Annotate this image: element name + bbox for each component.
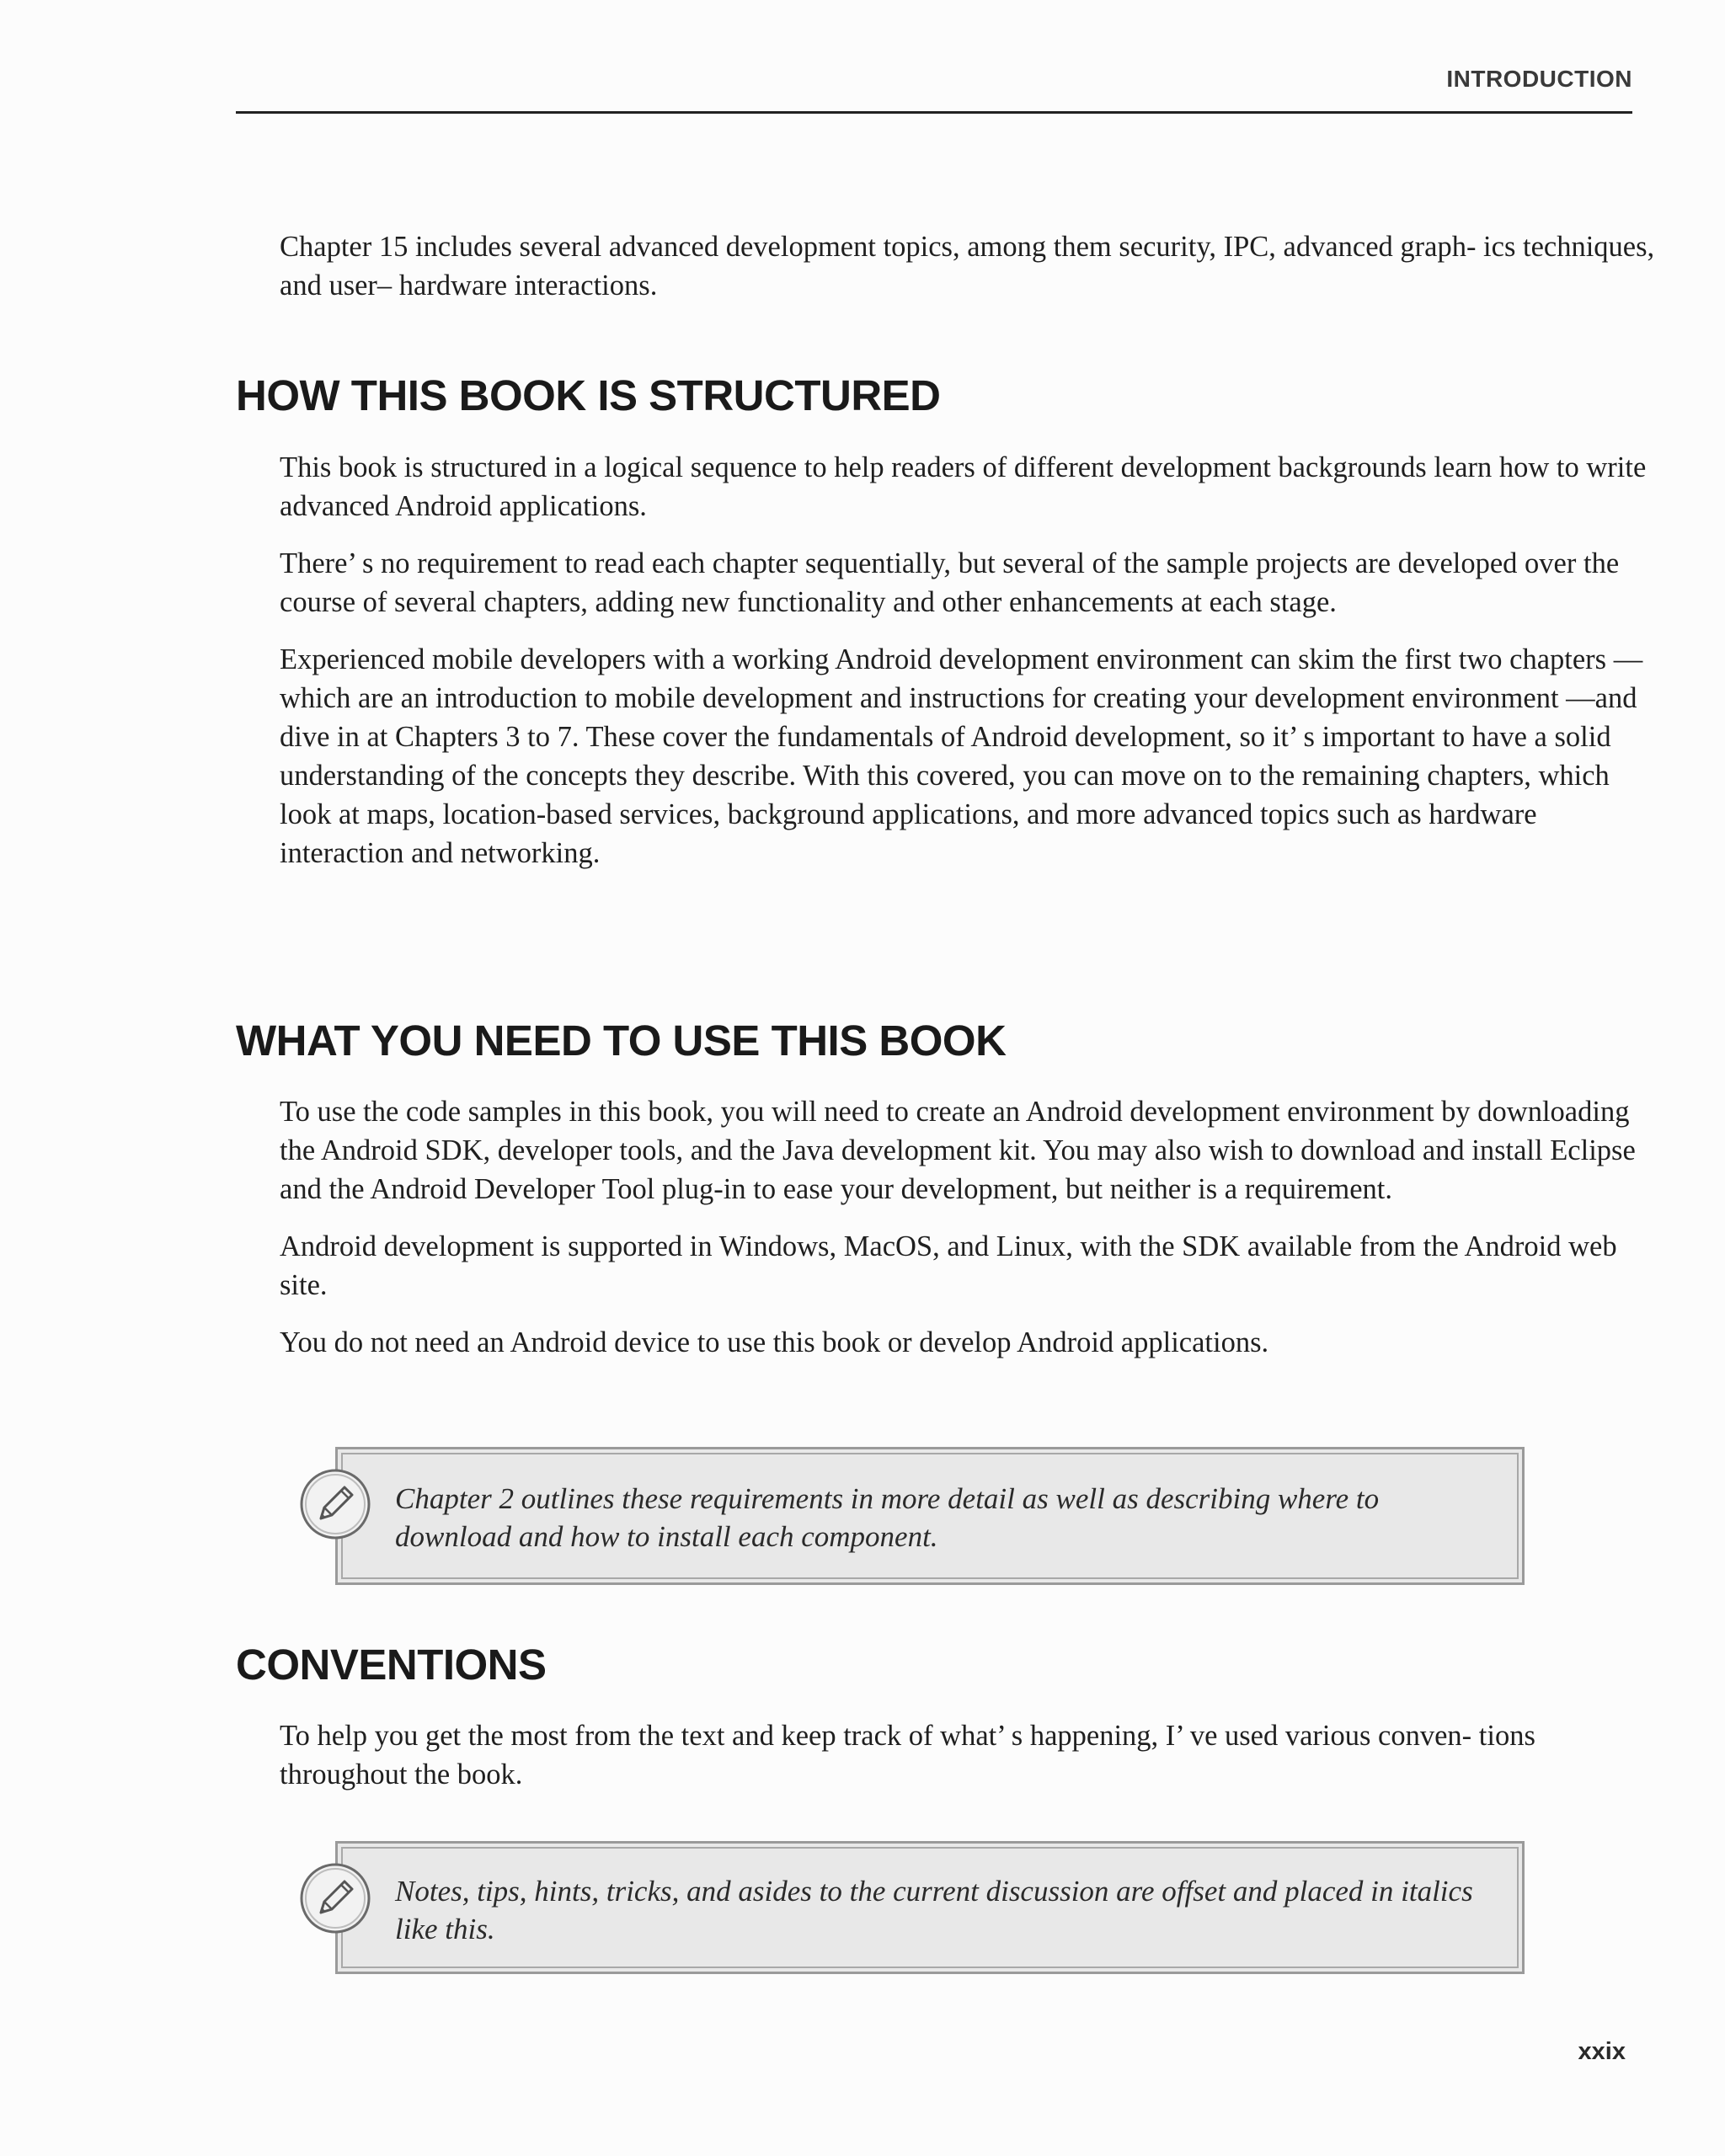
note-text: Notes, tips, hints, tricks, and asides to the current discussion are offset and placed in italics like this. xyxy=(395,1875,1473,1945)
section-heading-conventions: CONVENTIONS xyxy=(236,1641,547,1689)
header-rule xyxy=(236,111,1632,114)
paragraph: There’ s no requirement to read each chapter sequentially, but several of the sample projects are developed over the course of several chapters, adding new functionality and other enhancements at each stage. xyxy=(280,547,1620,618)
intro-paragraph: Chapter 15 includes several advanced development topics, among them security, IPC, advanced graph- ics techniques, and user– hardware interactions. xyxy=(280,231,1655,302)
note-box xyxy=(335,1841,1525,1974)
paragraph: Android development is supported in Windows, MacOS, and Linux, with the SDK available from the Android web site. xyxy=(280,1230,1617,1301)
section-heading-requirements: WHAT YOU NEED TO USE THIS BOOK xyxy=(236,1017,1007,1065)
paragraph: You do not need an Android device to use this book or develop Android applications. xyxy=(280,1326,1269,1358)
paragraph: Experienced mobile developers with a working Android development environment can skim the first two chapters —which are an introduction to mobile development and instructions for creating your development environment —and dive in at Chapters 3 to 7. These cover the fundamentals of Android development, so it’ s important to have a solid understanding of the concepts they describe. With this covered, you can move on to the remaining chapters, which look at maps, location-based services, background applications, and more advanced topics such as hardware interaction and networking. xyxy=(280,643,1643,869)
note-text: Chapter 2 outlines these requirements in more detail as well as describing where to download and how to install each component. xyxy=(395,1482,1380,1553)
pencil-icon xyxy=(297,1466,373,1542)
section-heading-structure: HOW THIS BOOK IS STRUCTURED xyxy=(236,371,941,419)
page-number: xxix xyxy=(1578,2038,1626,2065)
paragraph: To help you get the most from the text and keep track of what’ s happening, I’ ve used various conven- tions throughout the book. xyxy=(280,1720,1535,1790)
paragraph: To use the code samples in this book, you will need to create an Android development environment by downloading the Android SDK, developer tools, and the Java development kit. You may also wish to download and install Eclipse and the Android Developer Tool plug-in to ease your development, but neither is a requirement. xyxy=(280,1096,1636,1205)
paragraph: This book is structured in a logical sequence to help readers of different development backgrounds learn how to write advanced Android applications. xyxy=(280,451,1647,522)
section-body-requirements xyxy=(280,1092,1661,1380)
running-head: INTRODUCTION xyxy=(1446,66,1632,92)
section-body-structure xyxy=(280,448,1661,891)
pencil-icon xyxy=(297,1860,373,1936)
section-body-conventions xyxy=(280,1716,1661,1812)
note-box xyxy=(335,1447,1525,1585)
intro-block xyxy=(280,227,1661,323)
